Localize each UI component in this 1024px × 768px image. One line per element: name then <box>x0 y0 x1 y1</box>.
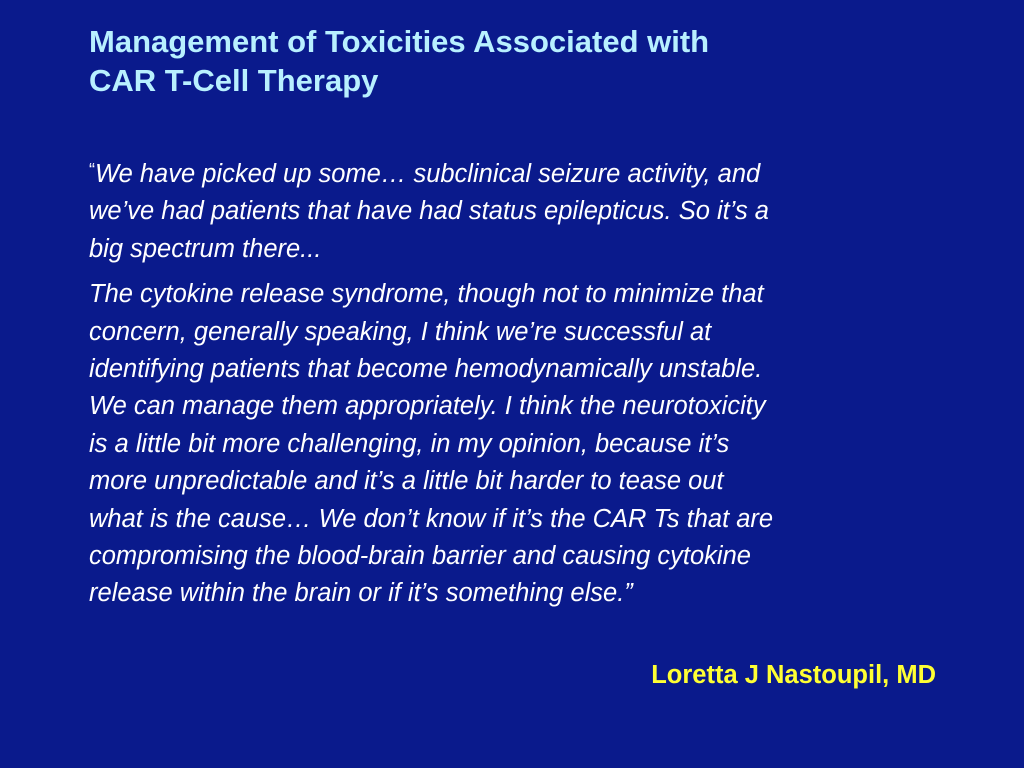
quote-line: concern, generally speaking, I think we’re successful at <box>89 317 712 346</box>
quote-line: identifying patients that become hemodynamically unstable. <box>89 355 763 384</box>
quote-attribution: Loretta J Nastoupil, MD <box>651 661 936 689</box>
quote-line: release within the brain or if it’s something else.” <box>89 579 633 608</box>
quote-line: big spectrum there... <box>89 234 322 263</box>
quote-paragraph-1 <box>89 152 969 268</box>
quote-line: we’ve had patients that have had status epilepticus. So it’s a <box>89 197 769 226</box>
quote-line: The cytokine release syndrome, though not to minimize that <box>89 280 764 309</box>
open-quote-mark: “ <box>89 160 95 180</box>
slide-title <box>89 22 969 100</box>
quote-paragraph-2 <box>89 276 969 613</box>
quote-line: compromising the blood-brain barrier and causing cytokine <box>89 542 751 571</box>
quote-line: more unpredictable and it’s a little bit harder to tease out <box>89 467 724 496</box>
quote-line: We can manage them appropriately. I think the neurotoxicity <box>89 392 766 421</box>
quote-line: what is the cause… We don’t know if it’s the CAR Ts that are <box>89 504 774 533</box>
quote-line: is a little bit more challenging, in my opinion, because it’s <box>89 429 730 458</box>
title-line-2: CAR T-Cell Therapy <box>89 63 379 98</box>
title-line-1: Management of Toxicities Associated with <box>89 24 710 59</box>
quote-line <box>89 152 969 193</box>
quote-block <box>89 152 969 613</box>
quote-line-text: We have picked up some… subclinical seizure activity, and <box>95 160 761 188</box>
